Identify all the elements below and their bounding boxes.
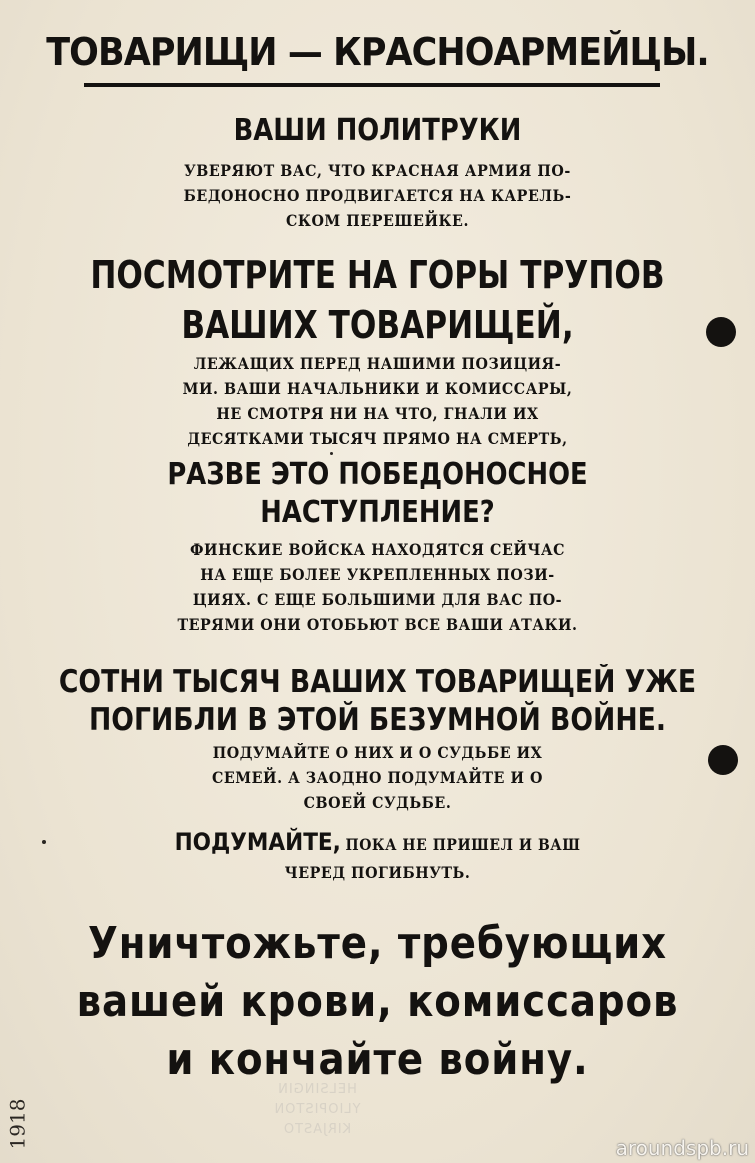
leaflet-title: ТОВАРИЩИ — КРАСНОАРМЕЙЦЫ.	[46, 30, 709, 74]
section2-line: ДЕСЯТКАМИ ТЫСЯЧ ПРЯМО НА СМЕРТЬ,	[187, 429, 568, 448]
section4-line: СВОЕЙ СУДЬБЕ.	[303, 793, 452, 812]
section1-line: СКОМ ПЕРЕШЕЙКЕ.	[286, 211, 469, 230]
section4-line: СЕМЕЙ. А ЗАОДНО ПОДУМАЙТЕ И О	[211, 768, 544, 787]
section2-heading-line: ПОСМОТРИТЕ НА ГОРЫ ТРУПОВ	[90, 253, 665, 297]
section5-rest: ПОКА НЕ ПРИШЕЛ И ВАШ	[345, 835, 581, 854]
final-line: вашей крови, комиссаров	[76, 976, 679, 1027]
section5-line1	[38, 828, 718, 856]
title-underline	[84, 83, 660, 87]
section3-heading-line: РАЗВЕ ЭТО ПОБЕДОНОСНОЕ	[167, 457, 588, 492]
section1-text	[30, 158, 725, 233]
section4-heading-line: ПОГИБЛИ В ЭТОЙ БЕЗУМНОЙ ВОЙНЕ.	[88, 702, 667, 738]
section5-line2: ЧЕРЕД ПОГИБНУТЬ.	[284, 863, 471, 882]
section2-text	[30, 351, 725, 451]
library-stamp	[262, 1080, 372, 1140]
section4-text	[30, 740, 725, 815]
ink-speck	[42, 840, 46, 844]
section5-lead: ПОДУМАЙТЕ,	[174, 828, 341, 856]
section3-line: НА ЕЩЕ БОЛЕЕ УКРЕПЛЕННЫХ ПОЗИ-	[200, 565, 555, 584]
section3-line: ФИНСКИЕ ВОЙСКА НАХОДЯТСЯ СЕЙЧАС	[189, 540, 566, 559]
section1-heading: ВАШИ ПОЛИТРУКИ	[233, 113, 522, 148]
section2-line: МИ. ВАШИ НАЧАЛЬНИКИ И КОМИССАРЫ,	[182, 379, 573, 398]
section4-heading	[53, 663, 702, 739]
section2-heading-line: ВАШИХ ТОВАРИЩЕЙ,	[181, 303, 574, 347]
stamp-line: KIRJASTO	[282, 1122, 352, 1137]
section3-text	[30, 537, 725, 637]
section3-line: ЦИЯХ. С ЕЩЕ БОЛЬШИМИ ДЛЯ ВАС ПО-	[192, 590, 563, 609]
section4-heading-line: СОТНИ ТЫСЯЧ ВАШИХ ТОВАРИЩЕЙ УЖЕ	[58, 664, 697, 700]
stamp-line: HELSINGIN	[277, 1082, 357, 1097]
punch-hole	[706, 317, 736, 347]
section3-heading	[53, 456, 702, 532]
punch-hole	[708, 745, 738, 775]
section2-heading	[68, 250, 687, 350]
margin-handwritten-note: 1918	[5, 1098, 30, 1150]
final-line: Уничтожьте, требующих	[87, 918, 667, 969]
ink-speck	[330, 452, 333, 455]
site-watermark: aroundspb.ru	[615, 1136, 749, 1160]
final-line: и кончайте войну.	[166, 1034, 589, 1085]
section2-line: НЕ СМОТРЯ НИ НА ЧТО, ГНАЛИ ИХ	[216, 404, 539, 423]
final-call	[45, 915, 709, 1089]
section3-line: ТЕРЯМИ ОНИ ОТОБЬЮТ ВСЕ ВАШИ АТАКИ.	[177, 615, 578, 634]
stamp-line: YLIOPISTON	[273, 1102, 361, 1117]
section1-line: БЕДОНОСНО ПРОДВИГАЕТСЯ НА КАРЕЛЬ-	[183, 186, 572, 205]
section2-line: ЛЕЖАЩИХ ПЕРЕД НАШИМИ ПОЗИЦИЯ-	[193, 354, 562, 373]
section4-line: ПОДУМАЙТЕ О НИХ И О СУДЬБЕ ИХ	[212, 743, 543, 762]
section3-heading-line: НАСТУПЛЕНИЕ?	[260, 495, 495, 530]
section1-line: УВЕРЯЮТ ВАС, ЧТО КРАСНАЯ АРМИЯ ПО-	[184, 161, 571, 180]
